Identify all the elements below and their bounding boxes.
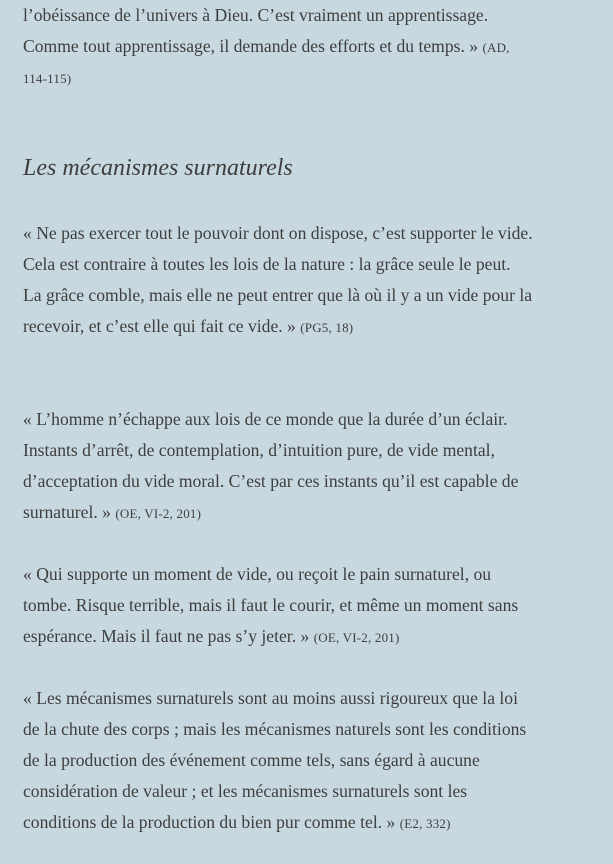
citation-ref: (E2, 332): [399, 816, 451, 831]
text-line: « Ne pas exercer tout le pouvoir dont on dispose, c’est supporter le vide.: [23, 223, 533, 243]
citation-ref: (PG5, 18): [300, 320, 354, 335]
citation-ref: (OE, VI-2, 201): [115, 506, 202, 521]
quote-paragraph: [23, 218, 598, 343]
text-span: espérance. Mais il faut ne pas s’y jeter. »: [23, 626, 310, 646]
quote-paragraph: [23, 404, 598, 529]
text-span: recevoir, et c’est elle qui fait ce vide. »: [23, 316, 296, 336]
text-line: Cela est contraire à toutes les lois de la nature : la grâce seule le peut.: [23, 254, 511, 274]
text-line: de la chute des corps ; mais les mécanismes naturels sont les conditions: [23, 719, 527, 739]
intro-paragraph: [23, 0, 598, 94]
text-line: tombe. Risque terrible, mais il faut le courir, et même un moment sans: [23, 595, 519, 615]
text-line: La grâce comble, mais elle ne peut entrer que là où il y a un vide pour la: [23, 285, 533, 305]
text-span: surnaturel. »: [23, 502, 111, 522]
text-line: l’obéissance de l’univers à Dieu. C’est vraiment un apprentissage.: [23, 5, 489, 25]
citation-ref: 114-115): [23, 71, 72, 86]
text-line: [23, 311, 598, 343]
section-heading: Les mécanismes surnaturels: [23, 155, 293, 181]
text-line: « Les mécanismes surnaturels sont au moins aussi rigoureux que la loi: [23, 688, 518, 708]
text-line: [23, 31, 598, 63]
quote-paragraph: [23, 683, 598, 839]
text-line: de la production des événement comme tels, sans égard à aucune: [23, 750, 480, 770]
text-line: considération de valeur ; et les mécanismes surnaturels sont les: [23, 781, 468, 801]
text-line: [23, 807, 598, 839]
text-line: [23, 621, 598, 653]
text-line: d’acceptation du vide moral. C’est par ces instants qu’il est capable de: [23, 471, 519, 491]
text-line: « Qui supporte un moment de vide, ou reçoit le pain surnaturel, ou: [23, 564, 492, 584]
text-line: [23, 497, 598, 529]
text-line: « L’homme n’échappe aux lois de ce monde que la durée d’un éclair.: [23, 409, 508, 429]
quote-paragraph: [23, 559, 598, 653]
citation-ref: (OE, VI-2, 201): [313, 630, 400, 645]
text-span: conditions de la production du bien pur comme tel. »: [23, 812, 396, 832]
text-line: Instants d’arrêt, de contemplation, d’intuition pure, de vide mental,: [23, 440, 495, 460]
text-span: Comme tout apprentissage, il demande des efforts et du temps. »: [23, 36, 479, 56]
citation-ref: (AD,: [482, 40, 510, 55]
